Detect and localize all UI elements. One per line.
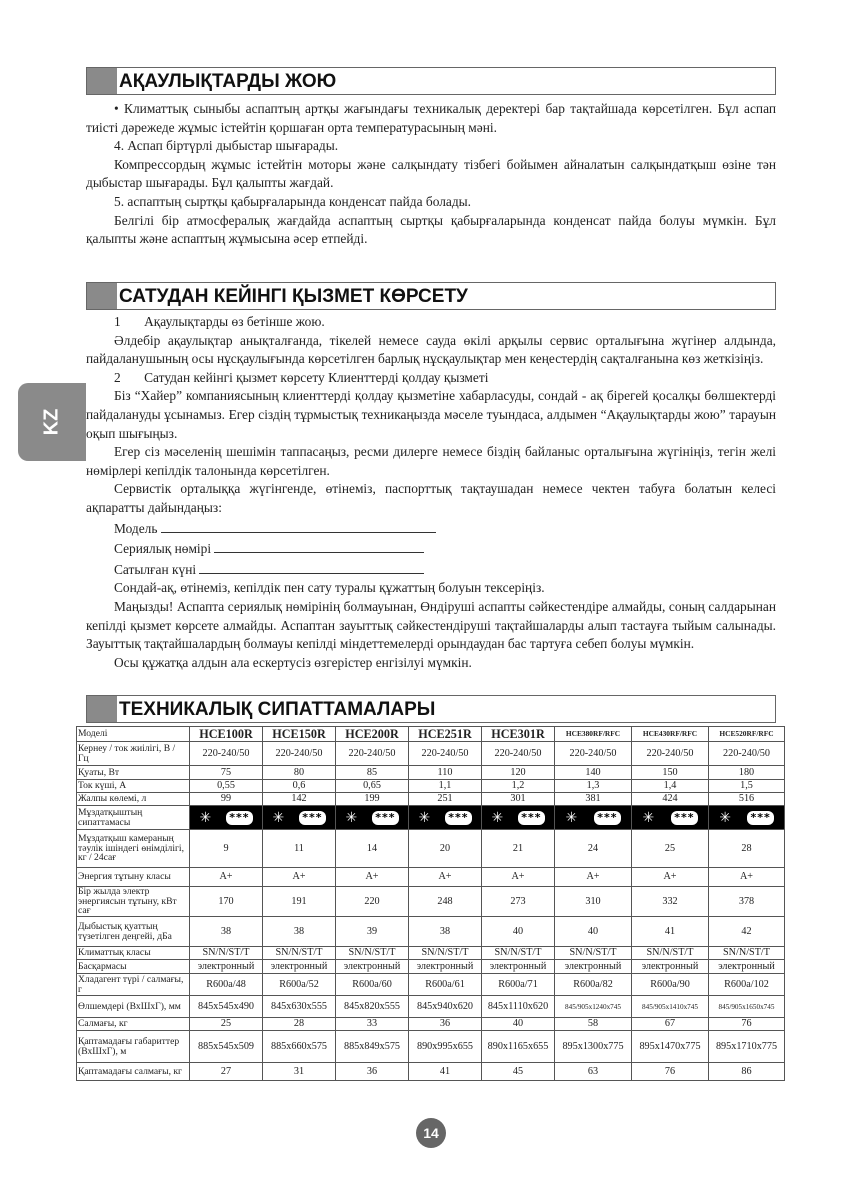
table-cell: 25 — [190, 1018, 263, 1031]
table-cell: 31 — [263, 1063, 336, 1081]
table-cell: 28 — [709, 830, 785, 868]
table-cell: 67 — [632, 1018, 709, 1031]
table-cell: 1,2 — [482, 780, 555, 793]
freezer-rating-cell — [190, 806, 263, 830]
header-accent-bar — [87, 283, 117, 309]
model-header: HCE430RF/RFC — [632, 727, 709, 742]
freezer-rating-badge — [265, 809, 333, 826]
paragraph: • Климаттық сыныбы аспаптың артқы жағындағы техникалық деректері бар тақтайшада көрсетілген. Бұл аспап тиісті дәрежеде жұмыс істейтін қоршаған орта температурасының мәні. — [86, 101, 776, 135]
row-label: Қуаты, Вт — [77, 766, 190, 780]
table-cell: R600a/82 — [555, 974, 632, 996]
table-body — [77, 742, 785, 1081]
table-cell: 845x545x490 — [190, 996, 263, 1018]
table-cell: 199 — [336, 793, 409, 806]
freezer-rating-cell — [336, 806, 409, 830]
header-accent-bar — [87, 68, 117, 94]
table-cell: 21 — [482, 830, 555, 868]
table-cell: 75 — [190, 766, 263, 780]
table-cell: 41 — [632, 917, 709, 947]
snowflake-icon: ✳ — [642, 809, 655, 826]
table-cell: 38 — [263, 917, 336, 947]
paragraph: Компрессордың жұмыс істейтін моторы және салқындату тізбегі бойымен айналатын салқындатқыш өзіне тән дыбыстар шығарады. Бұл қалыпты жағдай. — [86, 156, 776, 191]
table-cell: 301 — [482, 793, 555, 806]
table-cell: R600a/102 — [709, 974, 785, 996]
table-cell: 248 — [409, 887, 482, 917]
table-cell: SN/N/ST/T — [482, 947, 555, 960]
table-cell: электронный — [409, 960, 482, 974]
field-label: Сатылған күні — [114, 561, 197, 577]
table-cell: 180 — [709, 766, 785, 780]
paragraph: Сервистік орталыққа жүгінгенде, өтінеміз, паспорттық тақтаушадан немесе чектен табуға болатын келесі ақпаратты дайындаңыз: — [86, 481, 776, 515]
header-accent-bar — [87, 696, 117, 722]
table-cell: A+ — [555, 868, 632, 887]
paragraph: 4. Аспап біртүрлі дыбыстар шығарады. — [114, 138, 339, 154]
table-cell: SN/N/ST/T — [409, 947, 482, 960]
table-row — [77, 1063, 785, 1081]
freezer-rating-badge — [192, 809, 260, 826]
table-cell: 142 — [263, 793, 336, 806]
freezer-rating-cell — [263, 806, 336, 830]
star-rating: *** — [372, 811, 398, 825]
table-cell: 890x1165x655 — [482, 1031, 555, 1063]
section-header-troubleshooting — [86, 67, 776, 95]
table-cell: 895x1710x775 — [709, 1031, 785, 1063]
table-cell: SN/N/ST/T — [632, 947, 709, 960]
table-cell: 14 — [336, 830, 409, 868]
table-cell: 845x820x555 — [336, 996, 409, 1018]
table-cell: 220-240/50 — [482, 742, 555, 766]
table-cell: 76 — [632, 1063, 709, 1081]
row-label: Жалпы көлемі, л — [77, 793, 190, 806]
table-cell: 27 — [190, 1063, 263, 1081]
table-cell: SN/N/ST/T — [709, 947, 785, 960]
freezer-rating-cell — [482, 806, 555, 830]
paragraph: 1 Ақаулықтарды өз бетінше жою. — [114, 314, 325, 329]
table-cell: 58 — [555, 1018, 632, 1031]
header-label: Моделі — [77, 727, 190, 742]
field-label: Сериялық нөмірі — [114, 541, 212, 557]
paragraph: 5. аспаптың сыртқы қабырғаларында конденсат пайда болады. — [114, 193, 472, 209]
table-cell: 99 — [190, 793, 263, 806]
table-row — [77, 793, 785, 806]
table-cell: 220-240/50 — [263, 742, 336, 766]
star-rating: *** — [226, 811, 252, 825]
table-cell: R600a/90 — [632, 974, 709, 996]
model-header: HCE380RF/RFC — [555, 727, 632, 742]
table-cell: A+ — [482, 868, 555, 887]
table-cell: SN/N/ST/T — [336, 947, 409, 960]
table-cell: 36 — [336, 1063, 409, 1081]
table-cell: 76 — [709, 1018, 785, 1031]
table-cell: 25 — [632, 830, 709, 868]
freezer-rating-badge — [711, 809, 782, 826]
table-row — [77, 742, 785, 766]
freezer-rating-cell — [709, 806, 785, 830]
table-cell: электронный — [482, 960, 555, 974]
table-row — [77, 996, 785, 1018]
row-label: Ток күші, А — [77, 780, 190, 793]
row-label: Кернеу / ток жиілігі, В / Гц — [77, 742, 190, 766]
table-cell: 41 — [409, 1063, 482, 1081]
table-cell: 1,5 — [709, 780, 785, 793]
table-row — [77, 780, 785, 793]
table-cell: 36 — [409, 1018, 482, 1031]
table-cell: 220-240/50 — [709, 742, 785, 766]
snowflake-icon: ✳ — [565, 809, 578, 826]
freezer-rating-cell — [555, 806, 632, 830]
table-cell: электронный — [555, 960, 632, 974]
table-cell: SN/N/ST/T — [263, 947, 336, 960]
table-cell: 11 — [263, 830, 336, 868]
row-label: Мұздатқыш камераның тәулік ішіндегі өнімділігі, кг / 24сағ — [77, 830, 190, 868]
table-row — [77, 1018, 785, 1031]
table-row — [77, 960, 785, 974]
table-cell: R600a/61 — [409, 974, 482, 996]
row-label: Бір жылда электр энергиясын тұтыну, кВт сағ — [77, 887, 190, 917]
paragraph: Осы құжатқа алдын ала ескертусіз өзгерістер енгізілуі мүмкін. — [114, 654, 472, 670]
star-rating: *** — [445, 811, 471, 825]
field-label: Модель — [114, 520, 158, 536]
table-cell: 1,4 — [632, 780, 709, 793]
paragraph: Сондай-ақ, өтінеміз, кепілдік пен сату туралы құжаттың болуын тексеріңіз. — [114, 580, 545, 596]
table-cell: 845/905x1410x745 — [632, 996, 709, 1018]
snowflake-icon: ✳ — [491, 809, 504, 826]
section-title: АҚАУЛЫҚТАРДЫ ЖОЮ — [119, 71, 337, 92]
table-cell: 845x1110x620 — [482, 996, 555, 1018]
table-cell: 170 — [190, 887, 263, 917]
section-title: САТУДАН КЕЙІНГІ ҚЫЗМЕТ КӨРСЕТУ — [119, 286, 468, 307]
table-cell: R600a/71 — [482, 974, 555, 996]
freezer-rating-badge — [634, 809, 706, 826]
snowflake-icon: ✳ — [345, 809, 358, 826]
table-cell: 0,6 — [263, 780, 336, 793]
freezer-rating-cell — [632, 806, 709, 830]
serial-field — [86, 538, 776, 559]
table-cell: 220 — [336, 887, 409, 917]
paragraph: Біз “Хайер” компаниясының клиенттерді қолдау қызметіне хабарласуды, сондай - ақ бірегей қосалқы бөлшектерді пайдалануды ұсынамыз. Егер сіздің тұрмыстық техникаңызда мәселе туындаса, алдымен “Ақаулықтарды жою” тарауын оқып шығыңыз. — [86, 388, 776, 441]
table-row — [77, 806, 785, 830]
table-cell: 85 — [336, 766, 409, 780]
table-cell: SN/N/ST/T — [555, 947, 632, 960]
blank-line — [161, 518, 436, 533]
table-cell: 220-240/50 — [190, 742, 263, 766]
table-cell: SN/N/ST/T — [190, 947, 263, 960]
paragraph: Белгілі бір атмосфералық жағдайда аспаптың сыртқы қабырғаларында конденсат пайда болуы мүмкін. Бұл қалыпты және аспаптың жұмысына әсер етпейді. — [86, 212, 776, 247]
section-header-specifications — [86, 695, 776, 723]
table-cell: 40 — [482, 917, 555, 947]
table-cell: 42 — [709, 917, 785, 947]
table-cell: электронный — [632, 960, 709, 974]
row-label: Басқармасы — [77, 960, 190, 974]
row-label: Дыбыстық қуаттың түзетілген деңгейі, дБа — [77, 917, 190, 947]
freezer-rating-badge — [411, 809, 479, 826]
table-cell: 845x630x555 — [263, 996, 336, 1018]
table-cell: 45 — [482, 1063, 555, 1081]
table-row — [77, 766, 785, 780]
model-field — [86, 518, 776, 539]
table-cell: 9 — [190, 830, 263, 868]
blank-line — [199, 559, 424, 574]
table-cell: A+ — [263, 868, 336, 887]
specifications-table — [76, 726, 785, 1081]
table-cell: 86 — [709, 1063, 785, 1081]
table-cell: 40 — [482, 1018, 555, 1031]
table-cell: 845/905x1240x745 — [555, 996, 632, 1018]
table-cell: 890x995x655 — [409, 1031, 482, 1063]
table-cell: A+ — [409, 868, 482, 887]
table-cell: 1,3 — [555, 780, 632, 793]
snowflake-icon: ✳ — [272, 809, 285, 826]
model-header: HCE200R — [336, 727, 409, 742]
table-cell: 845/905x1650x745 — [709, 996, 785, 1018]
blank-line — [214, 538, 424, 553]
table-cell: 0,65 — [336, 780, 409, 793]
table-cell: 251 — [409, 793, 482, 806]
table-cell: 40 — [555, 917, 632, 947]
freezer-rating-badge — [484, 809, 552, 826]
table-cell: 38 — [190, 917, 263, 947]
table-cell: 150 — [632, 766, 709, 780]
model-header: HCE301R — [482, 727, 555, 742]
table-row — [77, 917, 785, 947]
model-header: HCE150R — [263, 727, 336, 742]
row-label: Хладагент түрі / салмағы, г — [77, 974, 190, 996]
table-cell: A+ — [336, 868, 409, 887]
table-row — [77, 974, 785, 996]
table-cell: 885x849x575 — [336, 1031, 409, 1063]
row-label: Қаптамадағы салмағы, кг — [77, 1063, 190, 1081]
table-cell: 80 — [263, 766, 336, 780]
row-label: Энергия тұтыну класы — [77, 868, 190, 887]
table-cell: электронный — [336, 960, 409, 974]
table-cell: 33 — [336, 1018, 409, 1031]
table-cell: 28 — [263, 1018, 336, 1031]
table-cell: R600a/48 — [190, 974, 263, 996]
table-cell: 38 — [409, 917, 482, 947]
model-header: HCE251R — [409, 727, 482, 742]
table-cell: 1,1 — [409, 780, 482, 793]
row-label: Қаптамадағы габариттер (ВхШхГ), м — [77, 1031, 190, 1063]
row-label: Салмағы, кг — [77, 1018, 190, 1031]
table-row — [77, 1031, 785, 1063]
table-cell: R600a/60 — [336, 974, 409, 996]
table-cell: 378 — [709, 887, 785, 917]
row-label: Мұздатқыштың сипаттамасы — [77, 806, 190, 830]
section-header-after-sales — [86, 282, 776, 310]
table-row — [77, 887, 785, 917]
table-cell: 220-240/50 — [409, 742, 482, 766]
table-cell: 885x660x575 — [263, 1031, 336, 1063]
row-label: Климаттық класы — [77, 947, 190, 960]
paragraph: Егер сіз мәселенің шешімін таппасаңыз, ресми дилерге немесе біздің байланыс орталығына жүгініңіз, тегін желі нөмірлері кепілдік талонында көрсетілген. — [86, 444, 776, 478]
language-tab-label: KZ — [40, 408, 63, 436]
table-cell: 273 — [482, 887, 555, 917]
table-cell: R600a/52 — [263, 974, 336, 996]
star-rating: *** — [518, 811, 544, 825]
table-row — [77, 947, 785, 960]
star-rating: *** — [747, 811, 773, 825]
table-cell: 310 — [555, 887, 632, 917]
snowflake-icon: ✳ — [199, 809, 212, 826]
section-title: ТЕХНИКАЛЫҚ СИПАТТАМАЛАРЫ — [119, 699, 436, 720]
table-cell: 20 — [409, 830, 482, 868]
table-cell: 120 — [482, 766, 555, 780]
table-cell: 381 — [555, 793, 632, 806]
model-header: HCE100R — [190, 727, 263, 742]
table-cell: 895x1470x775 — [632, 1031, 709, 1063]
table-cell: 0,55 — [190, 780, 263, 793]
table-cell: электронный — [190, 960, 263, 974]
freezer-rating-cell — [409, 806, 482, 830]
table-cell: 63 — [555, 1063, 632, 1081]
date-field — [86, 559, 776, 580]
table-cell: 191 — [263, 887, 336, 917]
troubleshooting-text — [86, 100, 776, 249]
table-row — [77, 830, 785, 868]
page-number: 14 — [416, 1118, 446, 1148]
table-cell: 895x1300x775 — [555, 1031, 632, 1063]
table-cell: A+ — [709, 868, 785, 887]
language-tab — [18, 383, 86, 461]
table-cell: 220-240/50 — [555, 742, 632, 766]
table-row — [77, 868, 785, 887]
table-cell: электронный — [709, 960, 785, 974]
table-cell: 424 — [632, 793, 709, 806]
star-rating: *** — [299, 811, 325, 825]
table-cell: A+ — [632, 868, 709, 887]
table-cell: 220-240/50 — [336, 742, 409, 766]
row-label: Өлшемдері (ВхШхГ), мм — [77, 996, 190, 1018]
table-cell: 220-240/50 — [632, 742, 709, 766]
table-header-row — [77, 727, 785, 742]
paragraph: 2 Сатудан кейінгі қызмет көрсету Клиенттерді қолдау қызметі — [114, 369, 489, 385]
freezer-rating-badge — [557, 809, 629, 826]
star-rating: *** — [671, 811, 697, 825]
model-header: HCE520RF/RFC — [709, 727, 785, 742]
table-cell: электронный — [263, 960, 336, 974]
table-cell: 845x940x620 — [409, 996, 482, 1018]
paragraph: Әлдебір ақаулықтар анықталғанда, тікелей немесе сауда өкілі арқылы сервис орталығына жүгінер алдында, пайдаланушының осы нұсқаулығында көрсетілген барлық нұсқаулықтар мен кеңестердің сақталғанына көз жеткізіңіз. — [86, 332, 776, 367]
table-cell: 110 — [409, 766, 482, 780]
table-cell: A+ — [190, 868, 263, 887]
table-cell: 332 — [632, 887, 709, 917]
table-cell: 24 — [555, 830, 632, 868]
after-sales-text — [86, 313, 776, 672]
snowflake-icon: ✳ — [418, 809, 431, 826]
snowflake-icon: ✳ — [719, 809, 731, 826]
freezer-rating-badge — [338, 809, 406, 826]
table-cell: 885x545x509 — [190, 1031, 263, 1063]
paragraph: Маңызды! Аспапта сериялық нөмірінің болмауынан, Өндіруші аспапты сәйкестендіре алмайды, соның салдарынан кепілді қызмет көрсете алмайды. Аспаптан зауыттық сәйкестендіруші тақтайшаларды алып тастауға тыйым салынады. Зауыттық тақтайшалардың болмауы кепілді міндеттемелерді орындаудан бас тартуға себеп болуы мүмкін. — [86, 598, 776, 652]
table-cell: 516 — [709, 793, 785, 806]
table-cell: 140 — [555, 766, 632, 780]
star-rating: *** — [594, 811, 620, 825]
table-cell: 39 — [336, 917, 409, 947]
